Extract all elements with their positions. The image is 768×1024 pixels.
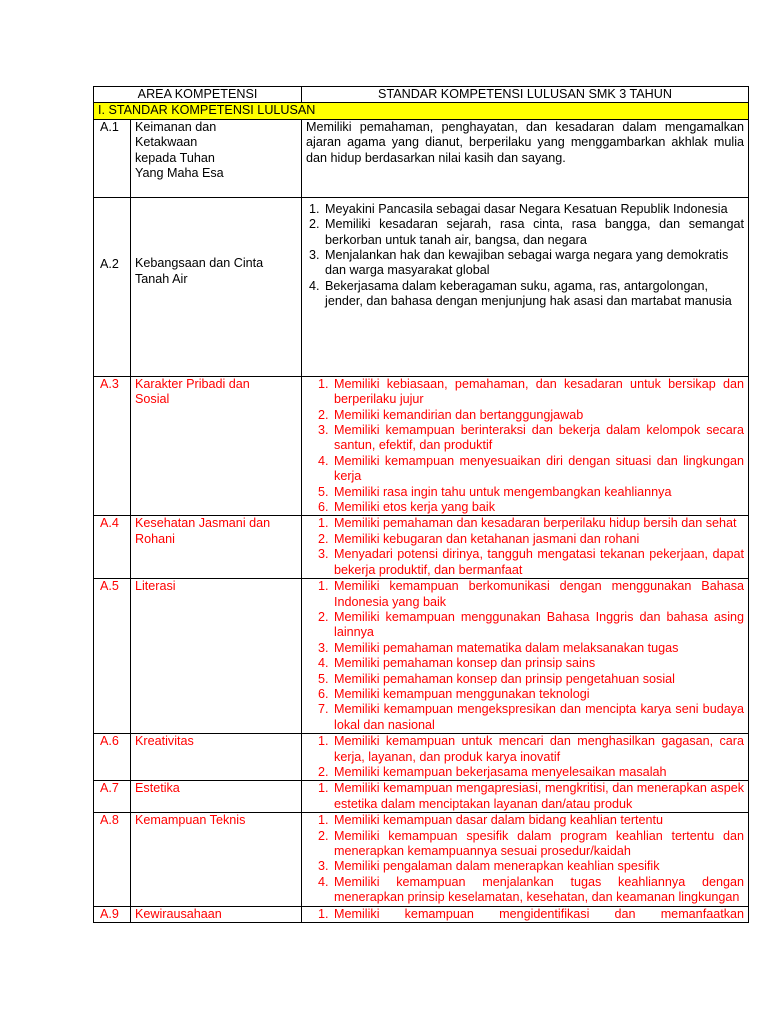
row-area: Literasi [131,579,302,734]
row-list-cell [302,579,749,734]
list-item: 1. Memiliki kemampuan mengapresiasi, mengkritisi, dan menerapkan aspek estetika dalam menciptakan layanan dan/atau produk [332,781,744,812]
competency-list [306,377,744,516]
table-header-row [94,87,749,103]
list-item: 6. Memiliki kemampuan menggunakan teknologi [332,687,744,702]
list-item: 2. Memiliki kemandirian dan bertanggungjawab [332,408,744,423]
list-item: 5. Memiliki pemahaman konsep dan prinsip pengetahuan sosial [332,672,744,687]
list-item: 2. Memiliki kemampuan bekerjasama menyelesaikan masalah [332,765,744,780]
competency-list [306,516,744,578]
competency-list [306,202,744,310]
list-item: 1. Memiliki kemampuan berkomunikasi dengan menggunakan Bahasa Indonesia yang baik [332,579,744,610]
list-item: 4. Memiliki kemampuan menjalankan tugas keahliannya dengan menerapkan prinsip keselamatan, kesehatan, dan keamanan lingkungan [332,875,744,906]
row-area: Karakter Pribadi dan Sosial [131,376,302,516]
table-row [94,734,749,781]
row-area: Kemampuan Teknis [131,813,302,906]
list-item: 3. Menjalankan hak dan kewajiban sebagai warga negara yang demokratis dan warga masyarakat global [323,248,744,279]
row-area: Estetika [131,781,302,813]
row-code: A.1 [94,119,131,197]
table-row [94,813,749,906]
list-item: 3. Memiliki pemahaman matematika dalam melaksanakan tugas [332,641,744,656]
list-item: 1. Memiliki kebiasaan, pemahaman, dan kesadaran untuk bersikap dan berperilaku jujur [332,377,744,408]
table-row [94,376,749,516]
competency-table [93,86,749,923]
list-item: 5. Memiliki rasa ingin tahu untuk mengembangkan keahliannya [332,485,744,500]
row-code: A.5 [94,579,131,734]
table-row [94,516,749,579]
table-row [94,579,749,734]
list-item: 2. Memiliki kemampuan menggunakan Bahasa Inggris dan bahasa asing lainnya [332,610,744,641]
row-list-cell [302,781,749,813]
row-area: Keimanan dan Ketakwaan kepada Tuhan Yang Maha Esa [131,119,302,197]
row-area: Kesehatan Jasmani dan Rohani [131,516,302,579]
table-row [94,906,749,922]
list-item: 6. Memiliki etos kerja yang baik [332,500,744,515]
list-item: 2. Memiliki kesadaran sejarah, rasa cinta, rasa bangga, dan semangat berkorban untuk tanah air, bangsa, dan negara [323,217,744,248]
competency-list [306,781,744,812]
row-area: Kewirausahaan [131,906,302,922]
row-code: A.4 [94,516,131,579]
header-area: AREA KOMPETENSI [94,87,302,103]
row-list-cell [302,813,749,906]
row-code: A.6 [94,734,131,781]
row-code: A.9 [94,906,131,922]
list-item: 7. Memiliki kemampuan mengekspresikan dan mencipta karya seni budaya lokal dan nasional [332,702,744,733]
list-item: 2. Memiliki kemampuan spesifik dalam program keahlian tertentu dan menerapkan kemampuannya sesuai prosedur/kaidah [332,829,744,860]
list-item: 4. Memiliki pemahaman konsep dan prinsip sains [332,656,744,671]
competency-list [306,579,744,733]
table-row [94,781,749,813]
list-item: 1. Memiliki kemampuan dasar dalam bidang keahlian tertentu [332,813,744,828]
list-item: 2. Memiliki kebugaran dan ketahanan jasmani dan rohani [332,532,744,547]
table-row [94,197,749,376]
list-item: 3. Memiliki pengalaman dalam menerapkan keahlian spesifik [332,859,744,874]
row-list-cell [302,906,749,922]
row-list-cell [302,376,749,516]
row-code: A.3 [94,376,131,516]
row-list-cell [302,197,749,376]
competency-list [306,907,744,922]
competency-list [306,734,744,780]
list-item: 3. Memiliki kemampuan berinteraksi dan bekerja dalam kelompok secara santun, efektif, dan produktif [332,423,744,454]
row-list-cell [302,734,749,781]
header-standard: STANDAR KOMPETENSI LULUSAN SMK 3 TAHUN [302,87,749,103]
table-row [94,119,749,197]
list-item: 1. Memiliki kemampuan mengidentifikasi dan memanfaatkan [332,907,744,922]
row-area: Kreativitas [131,734,302,781]
row-code: A.7 [94,781,131,813]
list-item: 4. Memiliki kemampuan menyesuaikan diri dengan situasi dan lingkungan kerja [332,454,744,485]
section-row [94,103,749,119]
list-item: 1. Meyakini Pancasila sebagai dasar Negara Kesatuan Republik Indonesia [323,202,744,217]
section-title: I. STANDAR KOMPETENSI LULUSAN [98,103,316,118]
list-item: 3. Menyadari potensi dirinya, tangguh mengatasi tekanan pekerjaan, dapat bekerja produktif, dan bermanfaat [332,547,744,578]
row-area: Kebangsaan dan Cinta Tanah Air [131,197,302,376]
list-item: 1. Memiliki pemahaman dan kesadaran berperilaku hidup bersih dan sehat [332,516,744,531]
row-text: Memiliki pemahaman, penghayatan, dan kesadaran dalam mengamalkan ajaran agama yang dianut, berperilaku yang menggambarkan akhlak mulia dan hidup berdasarkan nilai kasih dan sayang. [302,119,749,197]
list-item: 4. Bekerjasama dalam keberagaman suku, agama, ras, antargolongan, jender, dan bahasa dengan menjunjung hak asasi dan martabat manusia [323,279,744,310]
list-item: 1. Memiliki kemampuan untuk mencari dan menghasilkan gagasan, cara kerja, layanan, dan produk karya inovatif [332,734,744,765]
competency-list [306,813,744,905]
row-code: A.8 [94,813,131,906]
row-list-cell [302,516,749,579]
row-code: A.2 [94,197,131,376]
